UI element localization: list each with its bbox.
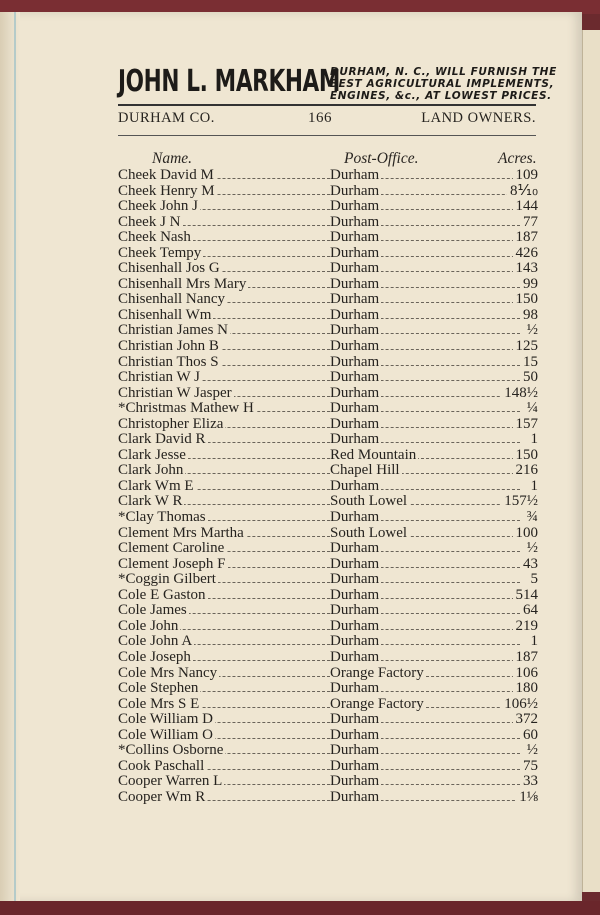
- post-office: Durham: [330, 586, 380, 603]
- owner-name: Chisenhall Jos G: [118, 260, 220, 277]
- list-item: [118, 432, 538, 448]
- owner-name: Cheek J N: [118, 213, 181, 230]
- post-office: Orange Factory: [330, 695, 424, 712]
- owner-name: Cole William D: [118, 711, 213, 728]
- post-office: Durham: [330, 711, 380, 728]
- owner-name: Clark David R: [118, 431, 206, 448]
- list-item: [118, 401, 538, 417]
- owner-name: Christian W Jasper: [118, 384, 232, 401]
- acres: 216: [513, 463, 539, 479]
- list-item: [118, 184, 538, 200]
- column-header-name: Name.: [152, 150, 193, 167]
- owner-name: Cheek Tempy: [118, 244, 202, 261]
- acres: 150: [513, 448, 539, 464]
- advertiser-name: JOHN L. MARKHAM: [118, 64, 341, 99]
- list-item: [118, 355, 538, 371]
- acres: 157½: [501, 494, 538, 510]
- owner-name: Christian Thos S: [118, 353, 219, 370]
- post-office: South Lowel: [330, 524, 408, 541]
- post-office: Durham: [330, 384, 380, 401]
- post-office: Durham: [330, 648, 380, 665]
- gutter-line: [14, 12, 16, 902]
- post-office: Durham: [330, 477, 380, 494]
- list-item: [118, 199, 538, 215]
- owner-name: Chisenhall Mrs Mary: [118, 275, 247, 292]
- owner-name: Cole William O: [118, 726, 213, 743]
- post-office: Durham: [330, 431, 380, 448]
- post-office: Durham: [330, 306, 380, 323]
- advertisement-text: [330, 66, 557, 102]
- list-item: [118, 463, 538, 479]
- post-office: Durham: [330, 617, 380, 634]
- acres: 64: [520, 603, 538, 619]
- ad-line: DURHAM, N. C., WILL FURNISH THE: [330, 66, 557, 78]
- owner-name: Chisenhall Nancy: [118, 291, 226, 308]
- owner-name: Cole John A: [118, 633, 193, 650]
- list-item: [118, 603, 538, 619]
- post-office: Durham: [330, 291, 380, 308]
- post-office: Durham: [330, 182, 380, 199]
- acres: ¼: [524, 401, 538, 417]
- owner-name: Cheek Henry M: [118, 182, 215, 199]
- acres: 1: [528, 634, 539, 650]
- column-header-acres: Acres.: [498, 150, 537, 167]
- book-cover-bottom: [0, 901, 600, 915]
- post-office: Durham: [330, 167, 380, 183]
- acres: 143: [513, 261, 539, 277]
- post-office: Durham: [330, 509, 380, 526]
- list-item: [118, 774, 538, 790]
- post-office: Durham: [330, 353, 380, 370]
- acres: ½: [524, 541, 538, 557]
- acres: 109: [513, 168, 539, 184]
- post-office: Durham: [330, 244, 380, 261]
- acres: 106: [513, 666, 539, 682]
- acres: 219: [513, 619, 539, 635]
- owner-name: Christian John B: [118, 338, 219, 355]
- owner-name: Cole Joseph: [118, 648, 191, 665]
- list-item: [118, 697, 538, 713]
- post-office: Durham: [330, 540, 380, 557]
- list-item: [118, 743, 538, 759]
- post-office: Durham: [330, 229, 380, 246]
- owner-name: Cole Mrs S E: [118, 695, 200, 712]
- post-office: Durham: [330, 213, 380, 230]
- acres: 372: [513, 712, 539, 728]
- list-item: [118, 572, 538, 588]
- list-item: [118, 215, 538, 231]
- owner-name: Cole John: [118, 617, 179, 634]
- acres: 8⅒: [507, 184, 538, 200]
- post-office: Durham: [330, 275, 380, 292]
- post-office: Durham: [330, 773, 380, 790]
- owner-name: Cook Paschall: [118, 757, 205, 774]
- list-item: [118, 666, 538, 682]
- list-item: [118, 339, 538, 355]
- acres: 426: [513, 246, 539, 262]
- list-item: [118, 277, 538, 293]
- list-item: [118, 292, 538, 308]
- post-office: Durham: [330, 571, 380, 588]
- list-item: [118, 728, 538, 744]
- advertisement-rule: [118, 104, 536, 106]
- post-office: Durham: [330, 633, 380, 650]
- list-item: [118, 681, 538, 697]
- post-office: Durham: [330, 742, 380, 759]
- acres: 77: [520, 215, 538, 231]
- list-item: [118, 759, 538, 775]
- post-office: Durham: [330, 757, 380, 774]
- acres: 125: [513, 339, 539, 355]
- owner-name: Clark W R: [118, 493, 183, 510]
- list-item: [118, 246, 538, 262]
- post-office: Durham: [330, 680, 380, 697]
- list-item: [118, 417, 538, 433]
- owner-name: Clement Caroline: [118, 540, 225, 557]
- acres: 187: [513, 230, 539, 246]
- list-item: [118, 308, 538, 324]
- post-office: Durham: [330, 726, 380, 743]
- owner-name: *Coggin Gilbert: [118, 571, 216, 588]
- owner-name: *Christmas Mathew H: [118, 400, 254, 417]
- post-office: Orange Factory: [330, 664, 424, 681]
- owner-name: Cole Mrs Nancy: [118, 664, 218, 681]
- list-item: [118, 619, 538, 635]
- acres: 98: [520, 308, 538, 324]
- owner-name: Cole James: [118, 602, 187, 619]
- owner-name: Clement Mrs Martha: [118, 524, 244, 541]
- list-item: [118, 712, 538, 728]
- owner-name: Cole E Gaston: [118, 586, 206, 603]
- list-item: [118, 557, 538, 573]
- post-office: Durham: [330, 788, 380, 805]
- acres: 148½: [501, 386, 538, 402]
- list-item: [118, 588, 538, 604]
- post-office: Durham: [330, 260, 380, 277]
- list-item: [118, 479, 538, 495]
- acres: 33: [520, 774, 538, 790]
- owner-name: Cole Stephen: [118, 680, 199, 697]
- owner-name: Christian James N: [118, 322, 228, 339]
- acres: 99: [520, 277, 538, 293]
- acres: 1: [528, 479, 539, 495]
- acres: 50: [520, 370, 538, 386]
- ad-line: BEST AGRICULTURAL IMPLEMENTS,: [330, 78, 555, 90]
- post-office: Durham: [330, 322, 380, 339]
- list-item: [118, 386, 538, 402]
- acres: 15: [520, 355, 538, 371]
- acres: 150: [513, 292, 539, 308]
- next-page-edge: [582, 30, 600, 892]
- list-item: [118, 323, 538, 339]
- owner-name: Cooper Warren L: [118, 773, 223, 790]
- owner-name: *Clay Thomas: [118, 509, 206, 526]
- post-office: Durham: [330, 198, 380, 215]
- list-item: [118, 650, 538, 666]
- acres: 5: [528, 572, 539, 588]
- acres: ½: [524, 323, 538, 339]
- header-rule: [118, 135, 536, 136]
- owner-name: Christopher Eliza: [118, 415, 224, 432]
- list-item: [118, 526, 538, 542]
- section-label: LAND OWNERS.: [421, 110, 536, 126]
- list-item: [118, 370, 538, 386]
- list-item: [118, 168, 538, 184]
- list-item: [118, 790, 538, 806]
- acres: 514: [513, 588, 539, 604]
- acres: 43: [520, 557, 538, 573]
- owner-name: Clark John: [118, 462, 184, 479]
- post-office: Durham: [330, 369, 380, 386]
- owner-name: Cooper Wm R: [118, 788, 206, 805]
- list-item: [118, 541, 538, 557]
- acres: 100: [513, 526, 539, 542]
- post-office: Durham: [330, 415, 380, 432]
- acres: 1⅛: [516, 790, 538, 806]
- list-item: [118, 448, 538, 464]
- list-item: [118, 634, 538, 650]
- ad-line: ENGINES, &c., AT LOWEST PRICES.: [330, 90, 552, 102]
- column-header-post-office: Post-Office.: [344, 150, 419, 167]
- acres: 187: [513, 650, 539, 666]
- acres: ½: [524, 743, 538, 759]
- county-label: DURHAM CO.: [118, 110, 215, 126]
- owner-name: Cheek David M: [118, 167, 214, 183]
- page-gutter: [0, 12, 20, 902]
- acres: 106½: [501, 697, 538, 713]
- acres: 180: [513, 681, 539, 697]
- owner-name: Cheek Nash: [118, 229, 191, 246]
- list-item: [118, 230, 538, 246]
- post-office: Durham: [330, 400, 380, 417]
- post-office: Chapel Hill: [330, 462, 400, 479]
- owner-name: Chisenhall Wm: [118, 306, 212, 323]
- post-office: Red Mountain: [330, 446, 417, 463]
- list-item: [118, 261, 538, 277]
- owner-name: *Collins Osborne: [118, 742, 224, 759]
- post-office: Durham: [330, 338, 380, 355]
- acres: 144: [513, 199, 539, 215]
- owner-name: Clark Wm E: [118, 477, 194, 494]
- land-owners-list: [118, 168, 538, 805]
- acres: 157: [513, 417, 539, 433]
- owner-name: Clement Joseph F: [118, 555, 226, 572]
- running-header: [118, 110, 536, 130]
- post-office: Durham: [330, 555, 380, 572]
- list-item: [118, 510, 538, 526]
- advertisement: [118, 62, 557, 104]
- list-item: [118, 494, 538, 510]
- owner-name: Cheek John J: [118, 198, 198, 215]
- acres: ¾: [524, 510, 538, 526]
- post-office: South Lowel: [330, 493, 408, 510]
- acres: 60: [520, 728, 538, 744]
- owner-name: Christian W J: [118, 369, 200, 386]
- owner-name: Clark Jesse: [118, 446, 186, 463]
- acres: 1: [528, 432, 539, 448]
- acres: 75: [520, 759, 538, 775]
- page-number: 166: [308, 110, 332, 126]
- post-office: Durham: [330, 602, 380, 619]
